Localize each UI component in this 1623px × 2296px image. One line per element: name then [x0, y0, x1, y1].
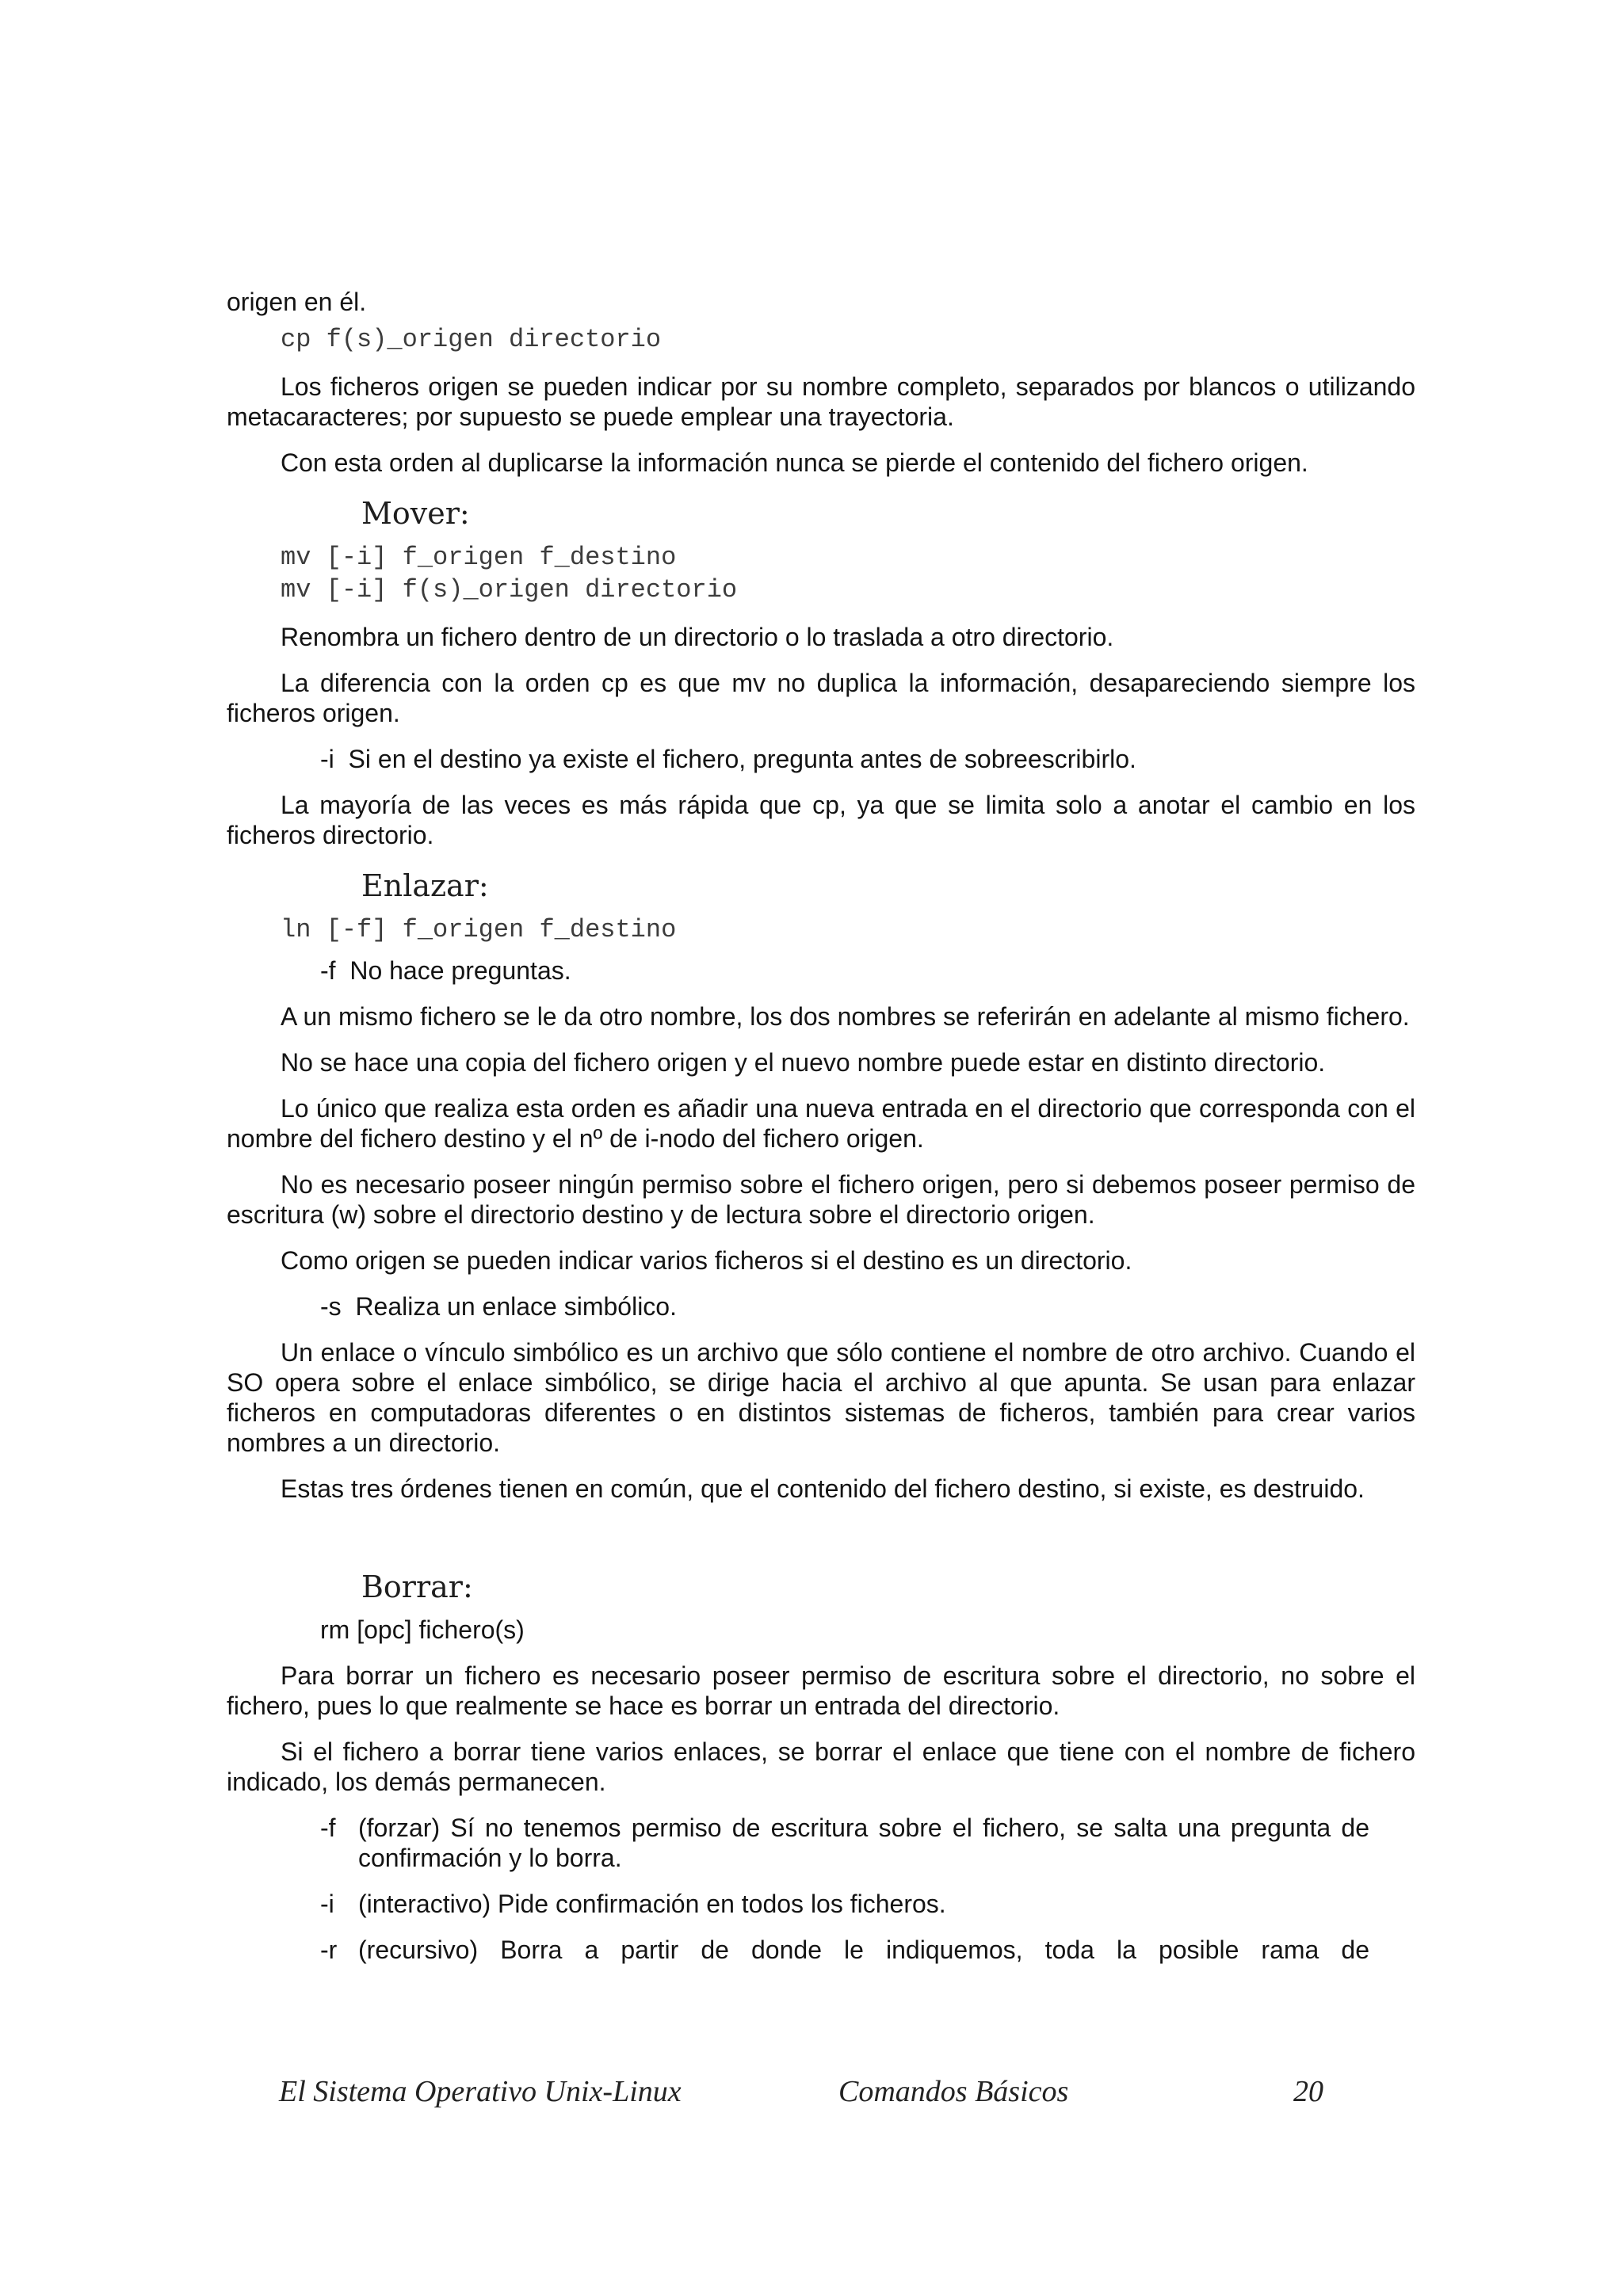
ln-option-f — [227, 955, 1415, 986]
option-description: No hace preguntas. — [349, 956, 571, 985]
option-flag: -f — [320, 1814, 336, 1842]
rm-option-f — [227, 1813, 1415, 1873]
common-paragraph: Estas tres órdenes tienen en común, que el contenido del fichero destino, si existe, es destruido. — [281, 1474, 1365, 1503]
ln-name-paragraph: A un mismo fichero se le da otro nombre, los dos nombres se referirán en adelante al mismo fichero. — [281, 1002, 1410, 1031]
rm-links-paragraph: Si el fichero a borrar tiene varios enlaces, se borrar el enlace que tiene con el nombre de fichero indicado, los demás permanecen. — [227, 1737, 1415, 1796]
footer-chapter: Comandos Básicos — [838, 2075, 1069, 2108]
option-description: (recursivo) Borra a partir de donde le indiquemos, toda la posible rama de — [358, 1936, 1369, 1964]
rm-syntax: rm [opc] fichero(s) — [320, 1615, 525, 1644]
footer-page-number: 20 — [1293, 2075, 1323, 2108]
section-heading-enlazar: Enlazar: — [361, 868, 489, 903]
cp-command-block — [227, 323, 1415, 356]
ln-copy-paragraph: No se hace una copia del fichero origen y el nuevo nombre puede estar en distinto directorio. — [281, 1048, 1326, 1077]
section-heading-borrar: Borrar: — [361, 1569, 473, 1604]
cp-syntax-directory: cp f(s)_origen directorio — [281, 325, 662, 354]
mv-command-block — [227, 541, 1415, 606]
mv-syntax-directory: mv [-i] f(s)_origen directorio — [281, 575, 738, 605]
cp-duplicate-paragraph: Con esta orden al duplicarse la información nunca se pierde el contenido del fichero origen. — [281, 448, 1308, 477]
ln-permission-paragraph: No es necesario poseer ningún permiso sobre el fichero origen, pero si debemos poseer permiso de escritura (w) sobre el directorio destino y de lectura sobre el directorio origen. — [227, 1170, 1415, 1229]
cp-files-paragraph: Los ficheros origen se pueden indicar por su nombre completo, separados por blancos o utilizando metacaracteres; por supuesto se puede emplear una trayectoria. — [227, 372, 1415, 431]
footer-book-title: El Sistema Operativo Unix-Linux — [279, 2075, 682, 2108]
intro-line: origen en él. — [227, 288, 367, 316]
option-flag: -s — [320, 1292, 342, 1321]
mv-option-i — [227, 744, 1415, 774]
option-description: Si en el destino ya existe el fichero, pregunta antes de sobreescribirlo. — [348, 745, 1136, 773]
option-description: Realiza un enlace simbólico. — [355, 1292, 677, 1321]
mv-speed-paragraph: La mayoría de las veces es más rápida que cp, ya que se limita solo a anotar el cambio en los ficheros directorio. — [227, 791, 1415, 849]
rm-option-r — [227, 1935, 1415, 1965]
ln-syntax: ln [-f] f_origen f_destino — [281, 915, 677, 944]
page-body — [227, 287, 1415, 1981]
option-flag: -i — [320, 1890, 334, 1918]
option-flag: -i — [320, 745, 334, 773]
page-footer — [0, 2074, 1623, 2114]
option-description: (forzar) Sí no tenemos permiso de escritura sobre el fichero, se salta una pregunta de confirmación y lo borra. — [358, 1814, 1369, 1872]
section-heading-mover: Mover: — [361, 496, 470, 531]
option-flag: -r — [320, 1936, 338, 1964]
option-flag: -f — [320, 956, 336, 985]
ln-option-s — [227, 1291, 1415, 1322]
rm-permission-paragraph: Para borrar un fichero es necesario poseer permiso de escritura sobre el directorio, no sobre el fichero, pues lo que realmente se hace es borrar un entrada del directorio. — [227, 1661, 1415, 1720]
option-description: (interactivo) Pide confirmación en todos los ficheros. — [358, 1890, 946, 1918]
ln-symlink-paragraph: Un enlace o vínculo simbólico es un archivo que sólo contiene el nombre de otro archivo. Cuando el SO opera sobre el enlace simbólico, se dirige hacia el archivo al que apunta. Se usan para enlazar ficheros en computadoras diferentes o en distintos sistemas de ficheros, también para crear varios nombres a un directorio. — [227, 1338, 1415, 1457]
ln-command-block — [227, 913, 1415, 946]
ln-entry-paragraph: Lo único que realiza esta orden es añadir una nueva entrada en el directorio que corresponda con el nombre del fichero destino y el nº de i-nodo del fichero origen. — [227, 1094, 1415, 1153]
rm-option-i — [227, 1889, 1415, 1919]
mv-rename-paragraph: Renombra un fichero dentro de un directorio o lo traslada a otro directorio. — [281, 623, 1114, 651]
ln-multiple-paragraph: Como origen se pueden indicar varios ficheros si el destino es un directorio. — [281, 1246, 1132, 1275]
mv-syntax-file: mv [-i] f_origen f_destino — [281, 543, 677, 572]
section-spacer — [227, 1520, 1415, 1567]
mv-difference-paragraph: La diferencia con la orden cp es que mv no duplica la información, desapareciendo siempre los ficheros origen. — [227, 669, 1415, 727]
